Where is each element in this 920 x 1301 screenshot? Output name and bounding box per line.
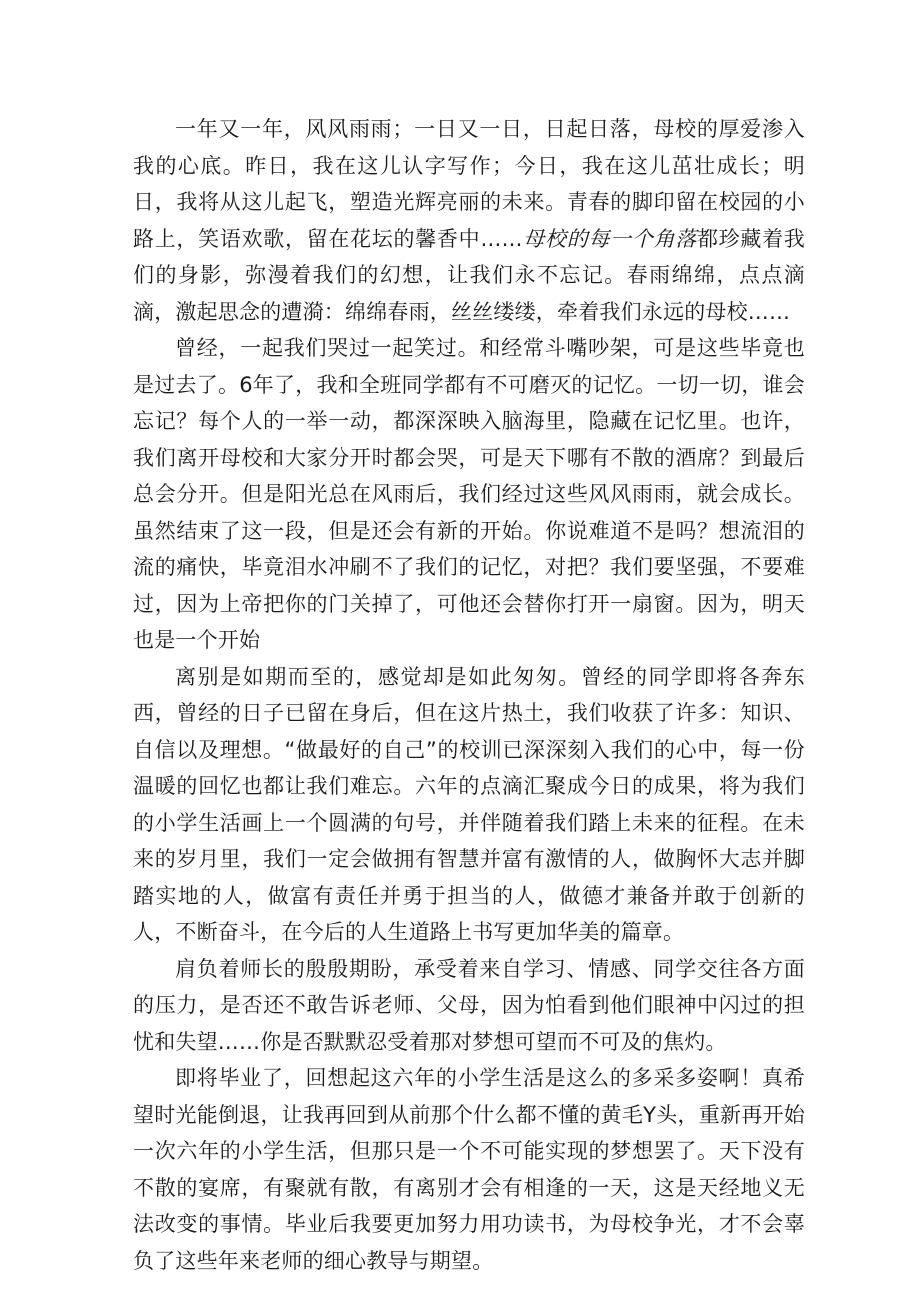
paragraph-1-italic-phrase: 母校的每一个角落 xyxy=(522,226,697,251)
paragraph-5-text: 即将毕业了，回想起这六年的小学生活是这么的多采多姿啊！真希望时光能倒退，让我再回到从前那个什么都不懂的黄毛Y头，重新再开始一次六年的小学生活，但那只是一个不可能实现的梦想罢了。天下没有不散的宴席，有聚就有散，有离别才会有相逢的一天，这是天经地义无法改变的事情。毕业后我要更加努力用功读书，为母校争光，才不会辜负了这些年来老师的细心教导与期望。 xyxy=(133,1066,805,1273)
essay-body xyxy=(133,111,805,1279)
paragraph-1 xyxy=(133,111,805,330)
paragraph-5 xyxy=(133,1060,805,1279)
paragraph-1-text-b: 都珍藏着我们的身影，弥漫着我们的幻想，让我们永不忘记。春雨绵绵，点点滴滴，激起思念的遭漪：绵绵春雨，丝丝缕缕，牵着我们永远的母校…… xyxy=(133,226,805,324)
paragraph-4 xyxy=(133,951,805,1061)
paragraph-1-text-a: 一年又一年，风风雨雨；一日又一日，日起日落，母校的厚爱渗入我的心底。昨日，我在这儿认字写作；今日，我在这儿茁壮成长；明日，我将从这儿起飞，塑造光辉亮丽的未来。青春的脚印留在校园的小路上，笑语欢歌，留在花坛的馨香中…… xyxy=(133,117,805,251)
paragraph-3-text: 离别是如期而至的，感觉却是如此匆匆。曾经的同学即将各奔东西，曾经的日子已留在身后，但在这片热土，我们收获了许多：知识、自信以及理想。“做最好的自己”的校训已深深刻入我们的心中，每一份温暖的回忆也都让我们难忘。六年的点滴汇聚成今日的成果，将为我们的小学生活画上一个圆满的句号，并伴随着我们踏上未来的征程。在未来的岁月里，我们一定会做拥有智慧并富有激情的人，做胸怀大志并脚踏实地的人，做富有责任并勇于担当的人，做德才兼备并敢于创新的人，不断奋斗，在今后的人生道路上书写更加华美的篇章。 xyxy=(133,664,805,944)
paragraph-2 xyxy=(133,330,805,659)
paragraph-3 xyxy=(133,659,805,951)
paragraph-2-text: 曾经，一起我们哭过一起笑过。和经常斗嘴吵架，可是这些毕竟也是过去了。6年了，我和全班同学都有不可磨灭的记忆。一切一切，谁会忘记？每个人的一举一动，都深深映入脑海里，隐藏在记忆里。也许，我们离开母校和大家分开时都会哭，可是天下哪有不散的酒席？到最后总会分开。但是阳光总在风雨后，我们经过这些风风雨雨，就会成长。虽然结束了这一段，但是还会有新的开始。你说难道不是吗？想流泪的流的痛快，毕竟泪水冲刷不了我们的记忆，对把？我们要坚强，不要难过，因为上帝把你的门关掉了，可他还会替你打开一扇窗。因为，明天也是一个开始 xyxy=(133,336,805,652)
paragraph-4-text: 肩负着师长的殷殷期盼，承受着来自学习、情感、同学交往各方面的压力，是否还不敢告诉老师、父母，因为怕看到他们眼神中闪过的担忧和失望……你是否默默忍受着那对梦想可望而不可及的焦灼。 xyxy=(133,956,805,1054)
